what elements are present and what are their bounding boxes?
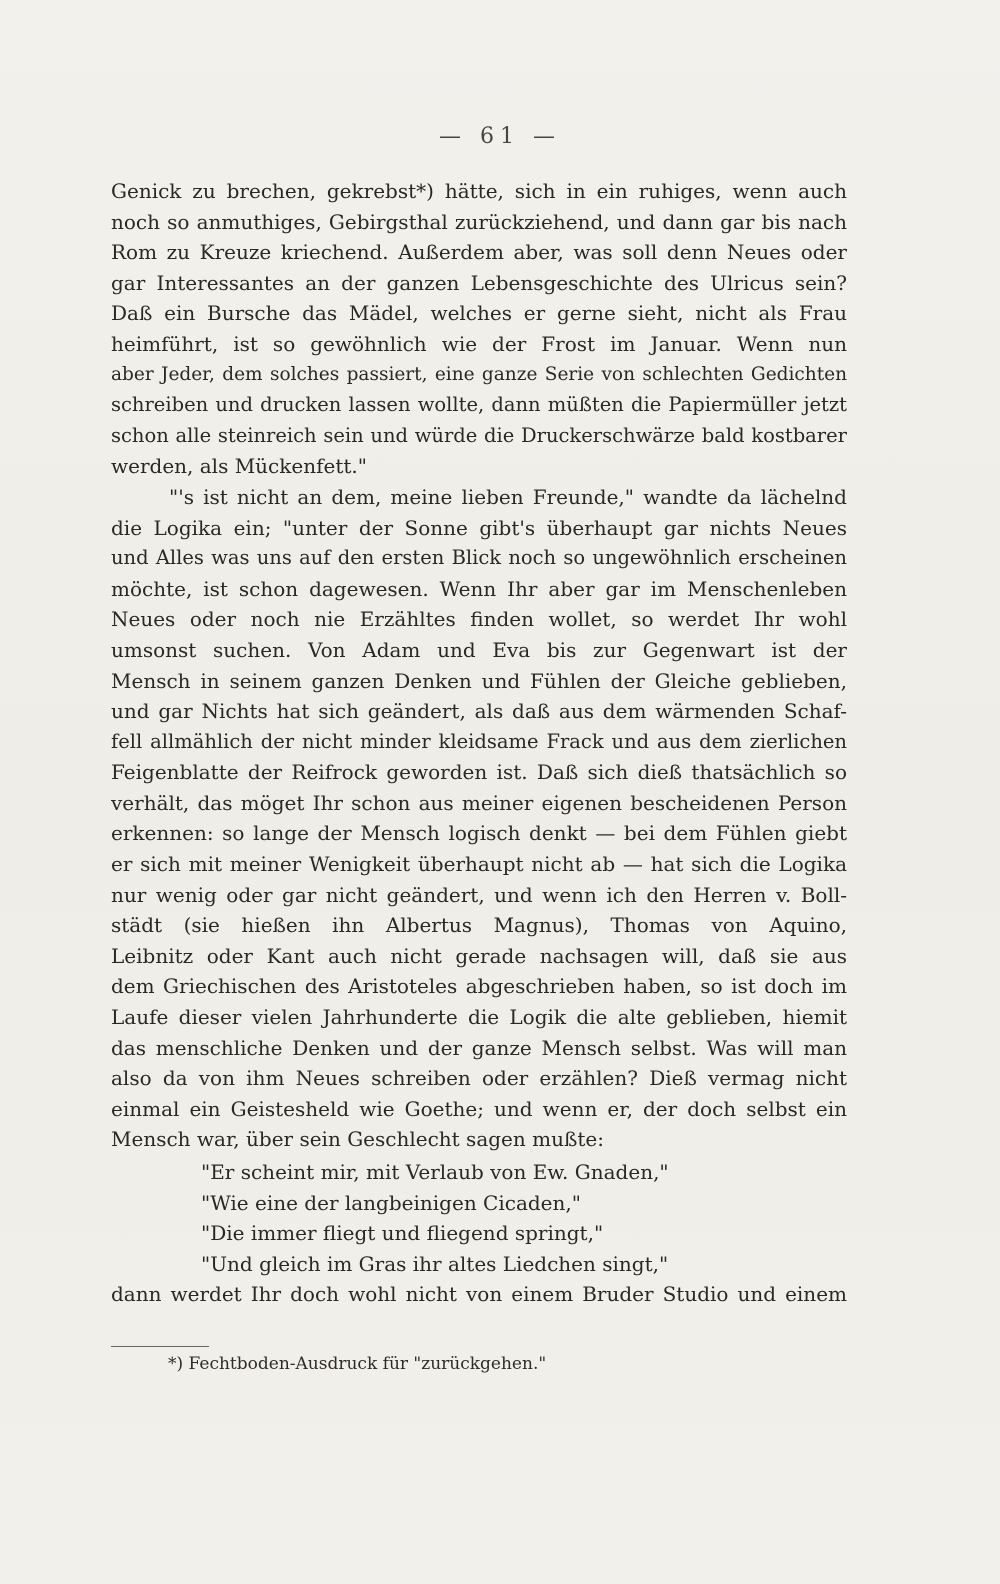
text-line: Mensch war, über sein Geschlecht sagen mußte: — [111, 1127, 604, 1152]
verse-line: "Wie eine der langbeinigen Cicaden," — [201, 1190, 581, 1215]
verse-line: "Er scheint mir, mit Verlaub von Ew. Gnaden," — [201, 1160, 669, 1184]
text-line: erkennen: so lange der Mensch logisch denkt — bei dem Fühlen giebt — [111, 821, 847, 846]
text-line: das menschliche Denken und der ganze Mensch selbst. Was will man — [111, 1035, 847, 1060]
text-line: und Alles was uns auf den ersten Blick noch so ungewöhnlich erscheinen — [111, 546, 847, 570]
footnote-divider — [111, 1346, 209, 1347]
footnote: *) Fechtboden-Ausdruck für "zurückgehen." — [168, 1354, 547, 1374]
verse-quotation — [111, 1157, 847, 1279]
verse-line: "Und gleich im Gras ihr altes Liedchen singt," — [201, 1251, 669, 1276]
text-line: gar Interessantes an der ganzen Lebensgeschichte des Ulricus sein? — [111, 270, 847, 295]
text-line: Laufe dieser vielen Jahrhunderte die Logik die alte geblieben, hiemit — [111, 1005, 847, 1030]
text-line: Leibnitz oder Kant auch nicht gerade nachsagen will, daß sie aus — [111, 943, 847, 968]
text-line: fell allmählich der nicht minder kleidsame Frack und aus dem zierlichen — [111, 729, 847, 753]
paragraph-start-line: "'s ist nicht an dem, meine lieben Freunde," wandte da lächelnd — [169, 484, 847, 509]
main-text — [111, 176, 847, 1310]
text-line: umsonst suchen. Von Adam und Eva bis zur Gegenwart ist der — [111, 637, 847, 662]
text-line: heimführt, ist so gewöhnlich wie der Frost im Januar. Wenn nun — [111, 331, 847, 356]
text-line: die Logika ein; "unter der Sonne gibt's überhaupt gar nichts Neues — [111, 515, 847, 540]
text-line: aber Jeder, dem solches passiert, eine ganze Serie von schlechten Gedichten — [111, 363, 847, 385]
text-line: also da von ihm Neues schreiben oder erzählen? Dieß vermag nicht — [111, 1066, 847, 1091]
page-number: — 61 — — [439, 124, 561, 149]
text-line: schon alle steinreich sein und würde die Druckerschwärze bald kostbarer — [111, 423, 847, 447]
text-line: städt (sie hießen ihn Albertus Magnus), Thomas von Aquino, — [111, 913, 847, 938]
text-line: Neues oder noch nie Erzähltes finden wollet, so werdet Ihr wohl — [111, 607, 847, 632]
text-line: nur wenig oder gar nicht geändert, und wenn ich den Herren v. Boll- — [111, 882, 847, 907]
text-line: Genick zu brechen, gekrebst*) hätte, sich in ein ruhiges, wenn auch — [111, 179, 847, 203]
text-line: möchte, ist schon dagewesen. Wenn Ihr aber gar im Menschenleben — [111, 576, 847, 601]
text-line: und gar Nichts hat sich geändert, als daß aus dem wärmenden Schaf- — [111, 699, 847, 724]
text-line: Daß ein Bursche das Mädel, welches er gerne sieht, nicht als Frau — [111, 301, 847, 326]
text-line: dem Griechischen des Aristoteles abgeschrieben haben, so ist doch im — [111, 974, 847, 999]
text-line: Mensch in seinem ganzen Denken und Fühlen der Gleiche geblieben, — [111, 668, 847, 693]
text-line: noch so anmuthiges, Gebirgsthal zurückziehend, und dann gar bis nach — [111, 209, 847, 234]
text-line: er sich mit meiner Wenigkeit überhaupt nicht ab — hat sich die Logika — [111, 852, 847, 877]
closing-line: dann werdet Ihr doch wohl nicht von einem Bruder Studio und einem — [111, 1282, 847, 1307]
text-line: schreiben und drucken lassen wollte, dann müßten die Papiermüller jetzt — [111, 393, 847, 417]
text-line: werden, als Mückenfett." — [111, 454, 367, 479]
text-line: Rom zu Kreuze kriechend. Außerdem aber, was soll denn Neues oder — [111, 240, 847, 265]
text-line: verhält, das möget Ihr schon aus meiner eigenen bescheidenen Person — [111, 790, 847, 815]
text-line: Feigenblatte der Reifrock geworden ist. Daß sich dieß thatsächlich so — [111, 760, 847, 785]
verse-line: "Die immer fliegt und fliegend springt," — [201, 1221, 604, 1246]
text-line: einmal ein Geistesheld wie Goethe; und wenn er, der doch selbst ein — [111, 1096, 847, 1121]
